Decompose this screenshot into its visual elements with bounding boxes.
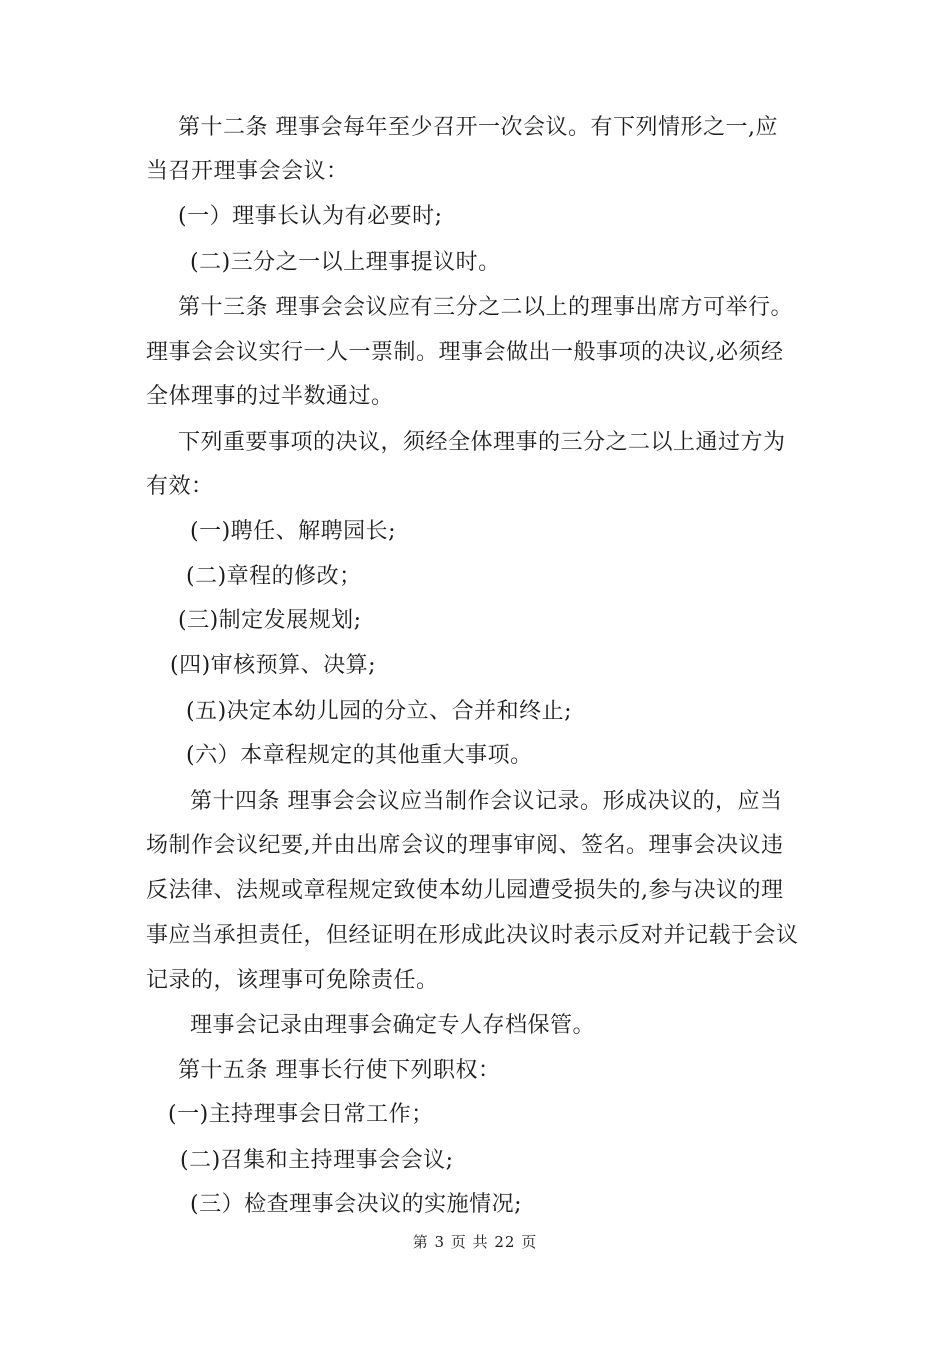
paragraph-line: 场制作会议纪要,并由出席会议的理事审阅、签名。理事会决议违 (146, 833, 784, 858)
list-item: (三)制定发展规划; (178, 608, 362, 633)
list-item: (二)召集和主持理事会会议; (180, 1148, 454, 1173)
list-item: (四)审核预算、决算; (170, 653, 377, 678)
paragraph-line: 理事会会议实行一人一票制。理事会做出一般事项的决议,必须经 (146, 340, 784, 365)
paragraph-line: (二)三分之一以上理事提议时。 (190, 250, 501, 275)
list-item: (五)决定本幼儿园的分立、合并和终止; (186, 699, 573, 724)
page-number: 第 3 页 共 22 页 (412, 1233, 538, 1251)
paragraph-line: 第十三条 理事会会议应有三分之二以上的理事出席方可举行。 (178, 295, 793, 320)
list-item: (三）检查理事会决议的实施情况; (190, 1192, 522, 1217)
paragraph-line: 全体理事的过半数通过。 (146, 384, 394, 409)
list-item: (一)聘任、解聘园长; (190, 519, 397, 544)
paragraph-line: 事应当承担责任，但经证明在形成此决议时表示反对并记载于会议 (146, 923, 799, 948)
paragraph-line: 当召开理事会会议： (146, 159, 349, 184)
paragraph-line: 有效： (146, 474, 214, 499)
paragraph-line: 第十五条 理事长行使下列职权： (178, 1058, 501, 1083)
paragraph-line: 第十二条 理事会每年至少召开一次会议。有下列情形之一,应 (178, 115, 778, 140)
paragraph-line: 理事会记录由理事会确定专人存档保管。 (190, 1013, 596, 1038)
paragraph-line: 记录的，该理事可免除责任。 (146, 968, 439, 993)
paragraph-line: 第十四条 理事会会议应当制作会议记录。形成决议的，应当 (190, 789, 783, 814)
paragraph-line: 下列重要事项的决议，须经全体理事的三分之二以上通过方为 (178, 430, 786, 455)
paragraph-line: 反法律、法规或章程规定致使本幼儿园遭受损失的,参与决议的理 (146, 878, 784, 903)
list-item: (六）本章程规定的其他重大事项。 (186, 743, 533, 768)
paragraph-line: (一）理事长认为有必要时; (178, 204, 443, 229)
list-item: (二)章程的修改； (186, 564, 362, 589)
list-item: (一)主持理事会日常工作； (168, 1102, 434, 1127)
